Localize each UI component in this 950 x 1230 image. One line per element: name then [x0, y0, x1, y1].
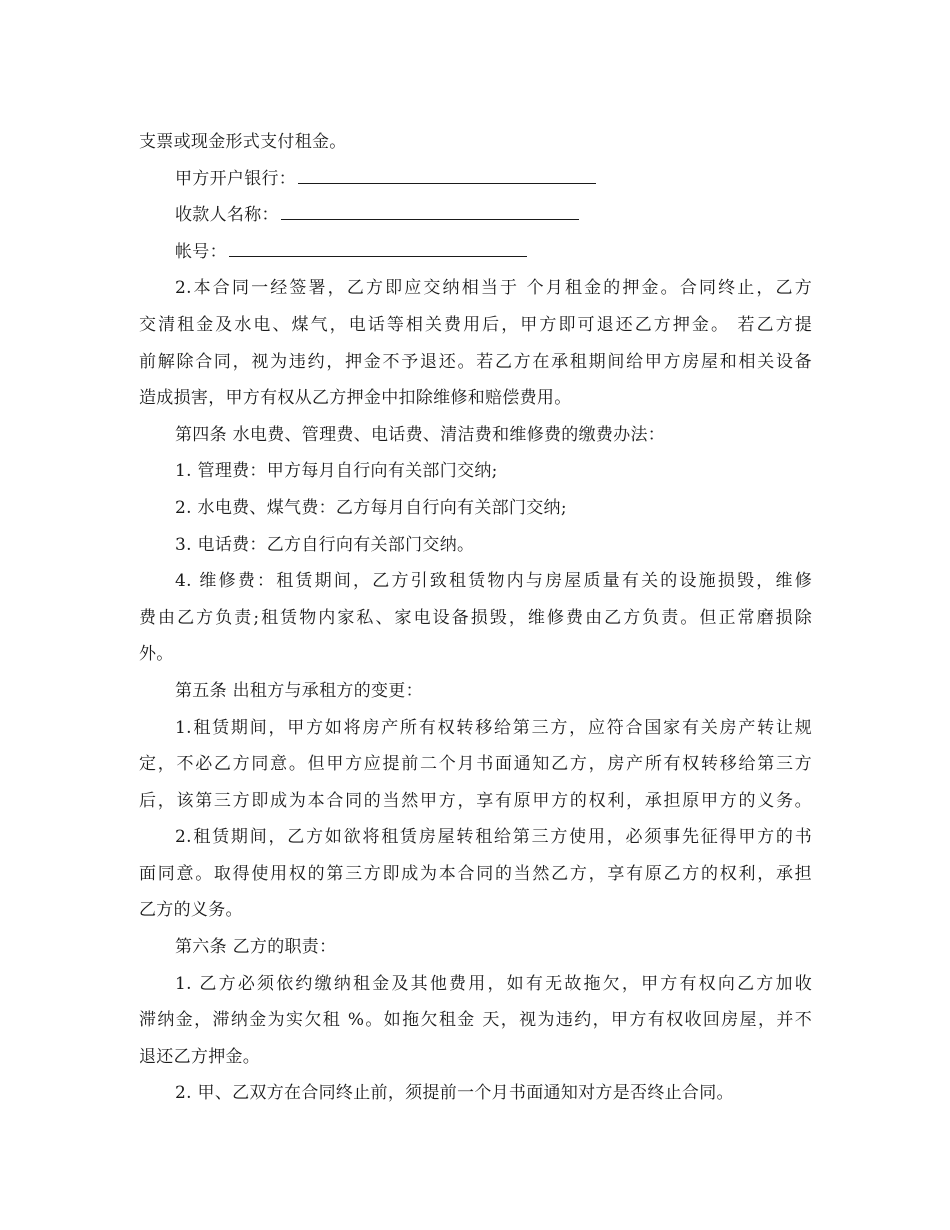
text-line: 1.租赁期间，甲方如将房产所有权转移给第三方，应符合国家有关房产转让规 [175, 717, 812, 738]
payee-blank [281, 197, 579, 220]
document-body [139, 124, 812, 1112]
text-line: 4. 维修费：租赁期间，乙方引致租赁物内与房屋质量有关的设施损毁，维修 [175, 571, 812, 592]
text-line: 滞纳金，滞纳金为实欠租 %。如拖欠租金 天，视为违约，甲方有权收回房屋，并不 [139, 1010, 812, 1031]
text-line: 面同意。取得使用权的第三方即成为本合同的当然乙方，享有原乙方的权利，承担 [139, 863, 812, 884]
text-line: 支票或现金形式支付租金。 [139, 132, 347, 152]
account-blank [229, 234, 527, 257]
text-line: 造成损害，甲方有权从乙方押金中扣除维修和赔偿费用。 [139, 388, 572, 409]
section-heading: 第五条 出租方与承租方的变更： [175, 680, 423, 701]
text-line: 2.租赁期间，乙方如欲将租赁房屋转租给第三方使用，必须事先征得甲方的书 [175, 827, 812, 848]
text-line: 3. 电话费：乙方自行向有关部门交纳。 [175, 534, 475, 555]
text-line: 2. 甲、乙双方在合同终止前，须提前一个月书面通知对方是否终止合同。 [175, 1083, 734, 1104]
payee-line: 收款人名称： [139, 197, 812, 234]
text-line: 定，不必乙方同意。但甲方应提前二个月书面通知乙方，房产所有权转移给第三方 [139, 754, 812, 775]
bank-line: 甲方开户银行： [139, 161, 812, 198]
text-line: 前解除合同，视为违约，押金不予退还。若乙方在承租期间给甲方房屋和相关设备 [139, 351, 812, 372]
text-line: 1. 管理费：甲方每月自行向有关部门交纳; [175, 461, 498, 482]
text-line: 交清租金及水电、煤气，电话等相关费用后，甲方即可退还乙方押金。 若乙方提 [139, 314, 812, 335]
text-line: 1. 乙方必须依约缴纳租金及其他费用，如有无故拖欠，甲方有权向乙方加收 [175, 973, 812, 994]
text-line: 2.本合同一经签署，乙方即应交纳相当于 个月租金的押金。合同终止，乙方 [175, 278, 812, 299]
account-line: 帐号： [139, 234, 812, 271]
text-line: 2. 水电费、煤气费：乙方每月自行向有关部门交纳; [175, 497, 567, 518]
section-heading: 第六条 乙方的职责： [175, 937, 337, 958]
bank-blank [298, 161, 596, 184]
text-line: 退还乙方押金。 [139, 1046, 261, 1067]
text-line: 乙方的义务。 [139, 900, 243, 921]
section-heading: 第四条 水电费、管理费、电话费、清洁费和维修费的缴费办法： [175, 424, 666, 445]
text-line: 外。 [139, 644, 174, 665]
text-line: 后，该第三方即成为本合同的当然甲方，享有原甲方的权利，承担原甲方的义务。 [139, 790, 812, 811]
text-line: 费由乙方负责;租赁物内家私、家电设备损毁，维修费由乙方负责。但正常磨损除 [139, 607, 812, 628]
